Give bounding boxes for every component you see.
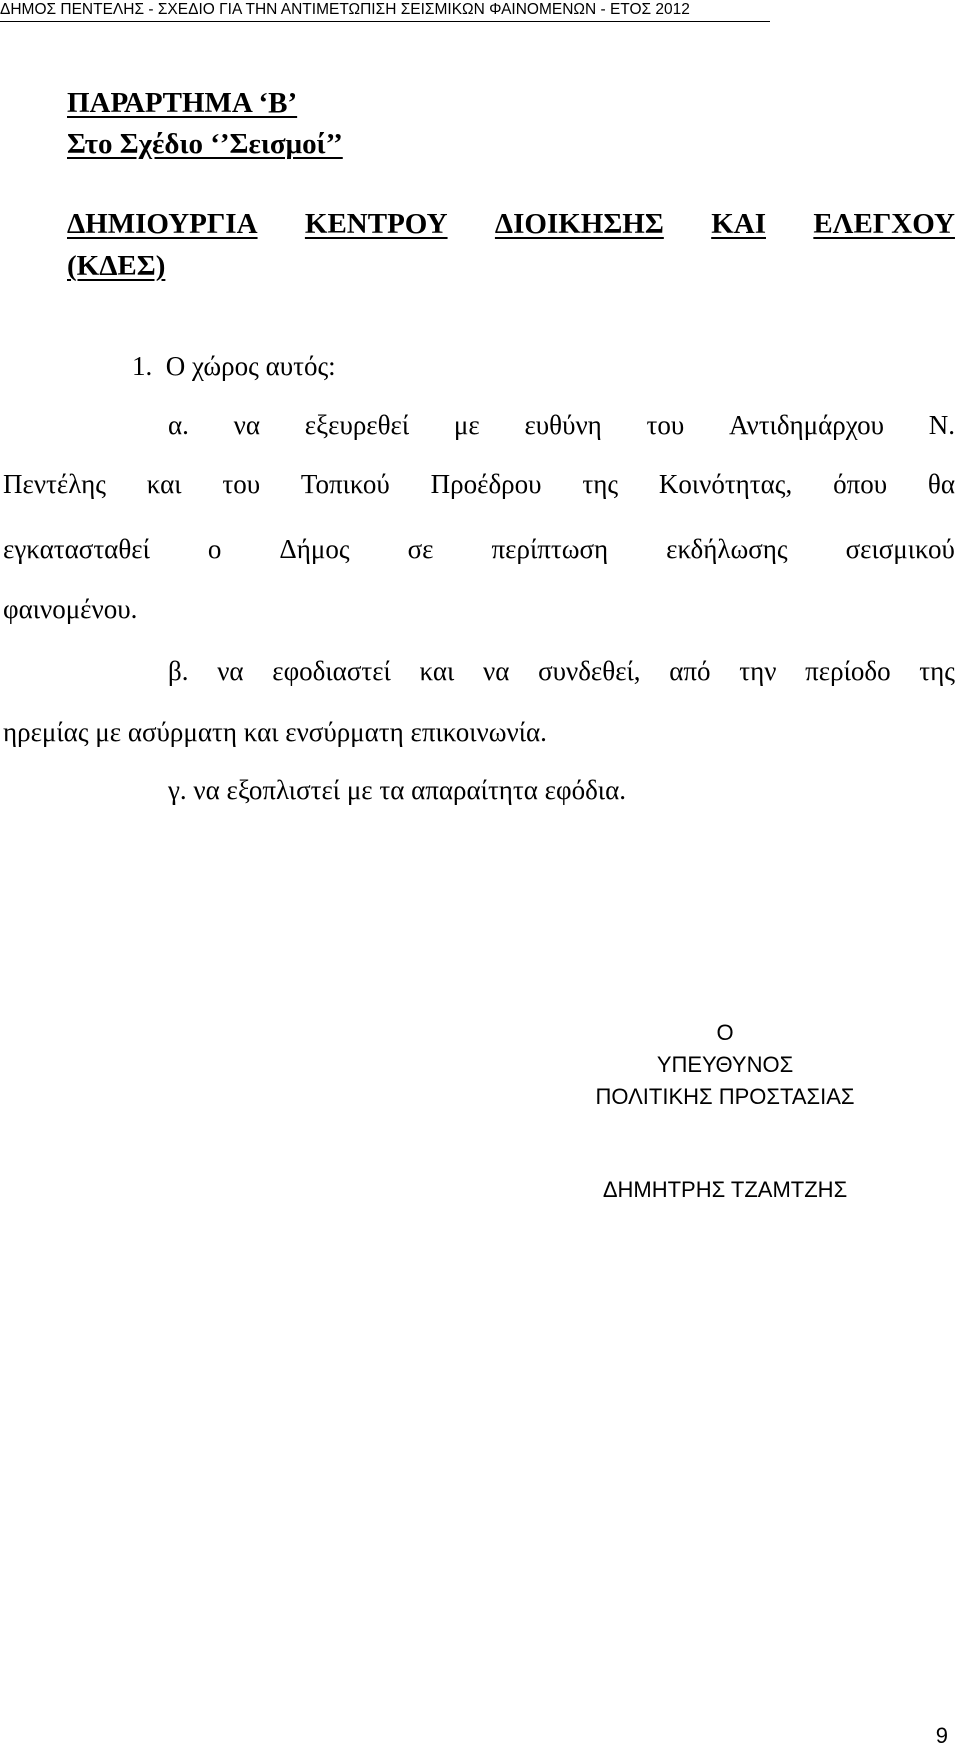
heading-word: ΚΑΙ — [711, 208, 766, 240]
paragraph-a-line-3 — [3, 529, 955, 569]
word: Τοπικού — [300, 469, 390, 499]
section-heading — [67, 203, 955, 287]
word: ο — [207, 534, 222, 564]
appendix-title-line-1: ΠΑΡΑΡΤΗΜΑ ‘Β’ — [67, 87, 298, 119]
word: από — [669, 656, 711, 686]
word: Αντιδημάρχου — [729, 410, 885, 440]
word: Δήμος — [279, 534, 350, 564]
heading-word: ΔΗΜΙΟΥΡΓΙΑ — [67, 208, 258, 240]
word: θα — [927, 469, 955, 499]
word: α. — [168, 410, 189, 440]
word: περίοδο — [805, 656, 891, 686]
paragraph-b-line-2: ηρεμίας με ασύρματη και ενσύρματη επικοινωνία. — [3, 717, 547, 747]
running-header: ΔΗΜΟΣ ΠΕΝΤΕΛΗΣ - ΣΧΕΔΙΟ ΓΙΑ ΤΗΝ ΑΝΤΙΜΕΤΩΠΙΣΗ ΣΕΙΣΜΙΚΩΝ ΦΑΙΝΟΜΕΝΩΝ - ΕΤΟΣ 2012 — [0, 0, 770, 22]
word: συνδεθεί, — [538, 656, 641, 686]
word: σε — [407, 534, 434, 564]
word: με — [453, 410, 480, 440]
word: περίπτωση — [491, 534, 609, 564]
paragraph-b-line-1 — [168, 651, 955, 691]
section-heading-line-2: (ΚΔΕΣ) — [67, 250, 166, 282]
word: της — [582, 469, 619, 499]
word: εφοδιαστεί — [272, 656, 391, 686]
paragraph-a-line-1 — [168, 405, 955, 445]
word: ευθύνη — [524, 410, 602, 440]
word: Πεντέλης — [3, 469, 106, 499]
paragraph-a-line-2 — [3, 464, 955, 504]
word: να — [233, 410, 260, 440]
word: όπου — [833, 469, 888, 499]
signature-line-1: Ο — [716, 1020, 734, 1045]
word: Προέδρου — [430, 469, 542, 499]
word: του — [646, 410, 685, 440]
word: και — [146, 469, 182, 499]
word: της — [919, 656, 955, 686]
paragraph-c: γ. να εξοπλιστεί με τα απαραίτητα εφόδια. — [168, 775, 626, 805]
word: β. — [168, 656, 189, 686]
word: σεισμικού — [845, 534, 955, 564]
heading-word: ΕΛΕΓΧΟΥ — [813, 208, 955, 240]
signature-line-3: ΠΟΛΙΤΙΚΗΣ ΠΡΟΣΤΑΣΙΑΣ — [595, 1084, 855, 1109]
signature-line-2: ΥΠΕΥΘΥΝΟΣ — [656, 1052, 794, 1077]
section-heading-line-1 — [67, 203, 955, 245]
word: εκδήλωσης — [666, 534, 788, 564]
word: να — [483, 656, 510, 686]
word: και — [419, 656, 455, 686]
appendix-title-line-2: Στο Σχέδιο ‘’Σεισμοί’’ — [67, 128, 343, 160]
word: εγκατασταθεί — [3, 534, 150, 564]
page-number: 9 — [935, 1723, 948, 1748]
word: να — [217, 656, 244, 686]
word: Κοινότητας, — [658, 469, 793, 499]
signature-block — [575, 1017, 875, 1206]
word: του — [222, 469, 261, 499]
signatory-name: ΔΗΜΗΤΡΗΣ ΤΖΑΜΤΖΗΣ — [602, 1177, 848, 1202]
appendix-title — [67, 83, 343, 165]
list-item-1: 1. Ο χώρος αυτός: — [132, 351, 336, 381]
paragraph-a-line-4: φαινομένου. — [3, 594, 138, 624]
heading-word: ΔΙΟΙΚΗΣΗΣ — [494, 208, 664, 240]
heading-word: ΚΕΝΤΡΟΥ — [304, 208, 448, 240]
word: εξευρεθεί — [304, 410, 410, 440]
word: την — [739, 656, 777, 686]
word: Ν. — [928, 410, 955, 440]
